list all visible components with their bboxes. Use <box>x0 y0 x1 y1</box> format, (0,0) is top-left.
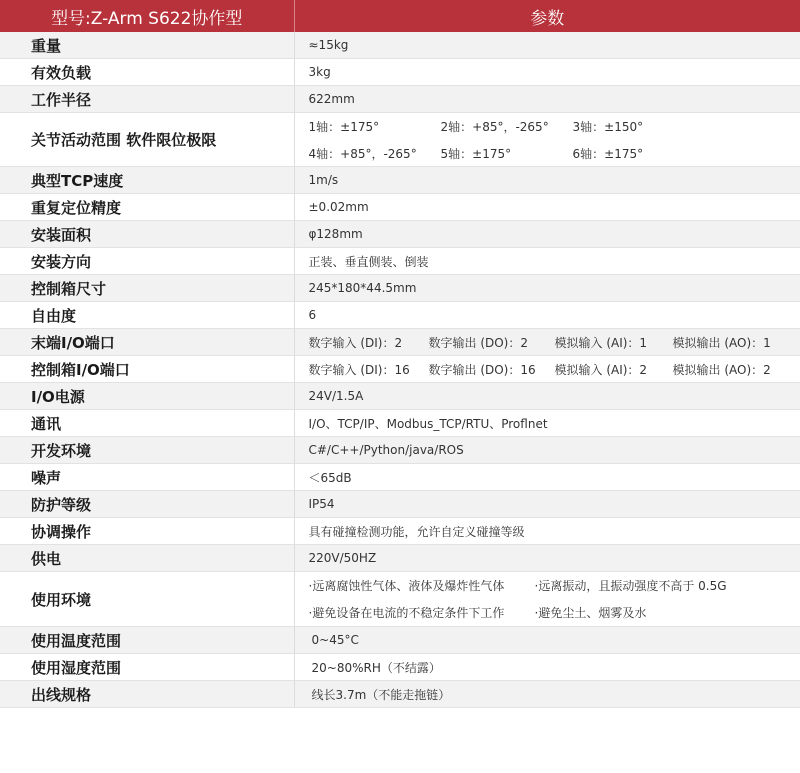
row-radius <box>0 86 800 113</box>
row-mount-dir <box>0 248 800 275</box>
row-label: 末端I/O端口 <box>0 329 294 356</box>
axis-5-range: 5轴：±175° <box>440 146 512 161</box>
end-io-ai: 模拟输入 (AI)：1 <box>554 335 648 350</box>
row-power <box>0 545 800 572</box>
env-item: ·避免尘土、烟雾及水 <box>534 606 647 620</box>
row-label: 使用温度范围 <box>0 627 294 654</box>
row-label: 重复定位精度 <box>0 194 294 221</box>
header-model: 型号:Z-Arm S622协作型 <box>0 0 294 32</box>
cabinet-io-do: 数字输出 (DO)：16 <box>428 362 536 377</box>
row-temp <box>0 627 800 654</box>
row-value: 线长3.7m（不能走拖链） <box>294 681 800 708</box>
row-comm <box>0 410 800 437</box>
row-value: 245*180*44.5mm <box>294 275 800 302</box>
row-dof <box>0 302 800 329</box>
row-value: ＜65dB <box>294 464 800 491</box>
row-value: 24V/1.5A <box>294 383 800 410</box>
row-label: 出线规格 <box>0 681 294 708</box>
row-cabinet-io <box>0 356 800 383</box>
table-header <box>0 0 800 32</box>
row-label: 重量 <box>0 32 294 59</box>
row-repeatability <box>0 194 800 221</box>
cabinet-io-di: 数字输入 (DI)：16 <box>308 362 410 377</box>
row-value: 正装、垂直侧装、倒装 <box>294 248 800 275</box>
row-use-env <box>0 572 800 627</box>
row-value: φ128mm <box>294 221 800 248</box>
axis-1-range: 1轴：±175° <box>308 119 380 134</box>
row-label: 安装方向 <box>0 248 294 275</box>
row-humidity <box>0 654 800 681</box>
row-cable <box>0 681 800 708</box>
row-mount-face <box>0 221 800 248</box>
joint-range-cell <box>294 113 800 167</box>
row-label: 控制箱尺寸 <box>0 275 294 302</box>
row-label: 防护等级 <box>0 491 294 518</box>
axis-3-range: 3轴：±150° <box>572 119 644 134</box>
row-label: 控制箱I/O端口 <box>0 356 294 383</box>
cabinet-io-ao: 模拟输出 (AO)：2 <box>672 362 771 377</box>
row-io-power <box>0 383 800 410</box>
cabinet-io-ai: 模拟输入 (AI)：2 <box>554 362 648 377</box>
axis-2-range: 2轴：+85°，-265° <box>440 119 549 134</box>
row-value: I/O、TCP/IP、Modbus_TCP/RTU、Proflnet <box>294 410 800 437</box>
row-label: 开发环境 <box>0 437 294 464</box>
env-item: ·避免设备在电流的不稳定条件下工作 <box>308 606 505 620</box>
row-label: 噪声 <box>0 464 294 491</box>
use-env-cell <box>294 572 800 627</box>
row-value: 具有碰撞检测功能，允许自定义碰撞等级 <box>294 518 800 545</box>
header-params: 参数 <box>294 0 800 32</box>
row-label: 典型TCP速度 <box>0 167 294 194</box>
end-io-ao: 模拟输出 (AO)：1 <box>672 335 771 350</box>
row-value: 20~80%RH（不结露） <box>294 654 800 681</box>
row-value: 220V/50HZ <box>294 545 800 572</box>
row-tcp-speed <box>0 167 800 194</box>
end-io-do: 数字输出 (DO)：2 <box>428 335 528 350</box>
row-value: ≈15kg <box>294 32 800 59</box>
row-value: 622mm <box>294 86 800 113</box>
row-value: 6 <box>294 302 800 329</box>
row-payload <box>0 59 800 86</box>
row-label: 关节活动范围 软件限位极限 <box>0 113 294 167</box>
row-protection <box>0 491 800 518</box>
row-value: 1m/s <box>294 167 800 194</box>
row-noise <box>0 464 800 491</box>
row-weight <box>0 32 800 59</box>
row-cabinet-size <box>0 275 800 302</box>
row-value: IP54 <box>294 491 800 518</box>
env-item: ·远离腐蚀性气体、液体及爆炸性气体 <box>308 579 505 593</box>
row-value: 0~45°C <box>294 627 800 654</box>
axis-4-range: 4轴：+85°，-265° <box>308 146 417 161</box>
row-value: 3kg <box>294 59 800 86</box>
row-label: I/O电源 <box>0 383 294 410</box>
row-label: 使用环境 <box>0 572 294 627</box>
row-label: 通讯 <box>0 410 294 437</box>
cabinet-io-cell <box>294 356 800 383</box>
end-io-cell <box>294 329 800 356</box>
row-label: 协调操作 <box>0 518 294 545</box>
row-label: 供电 <box>0 545 294 572</box>
row-label: 安装面积 <box>0 221 294 248</box>
row-label: 使用湿度范围 <box>0 654 294 681</box>
row-label: 工作半径 <box>0 86 294 113</box>
env-item: ·远离振动，且振动强度不高于 0.5G <box>534 579 727 593</box>
row-end-io <box>0 329 800 356</box>
axis-6-range: 6轴：±175° <box>572 146 644 161</box>
row-coop <box>0 518 800 545</box>
row-label: 有效负载 <box>0 59 294 86</box>
row-value: ±0.02mm <box>294 194 800 221</box>
row-label: 自由度 <box>0 302 294 329</box>
row-value: C#/C++/Python/java/ROS <box>294 437 800 464</box>
end-io-di: 数字输入 (DI)：2 <box>308 335 403 350</box>
row-joints <box>0 113 800 167</box>
row-dev-env <box>0 437 800 464</box>
